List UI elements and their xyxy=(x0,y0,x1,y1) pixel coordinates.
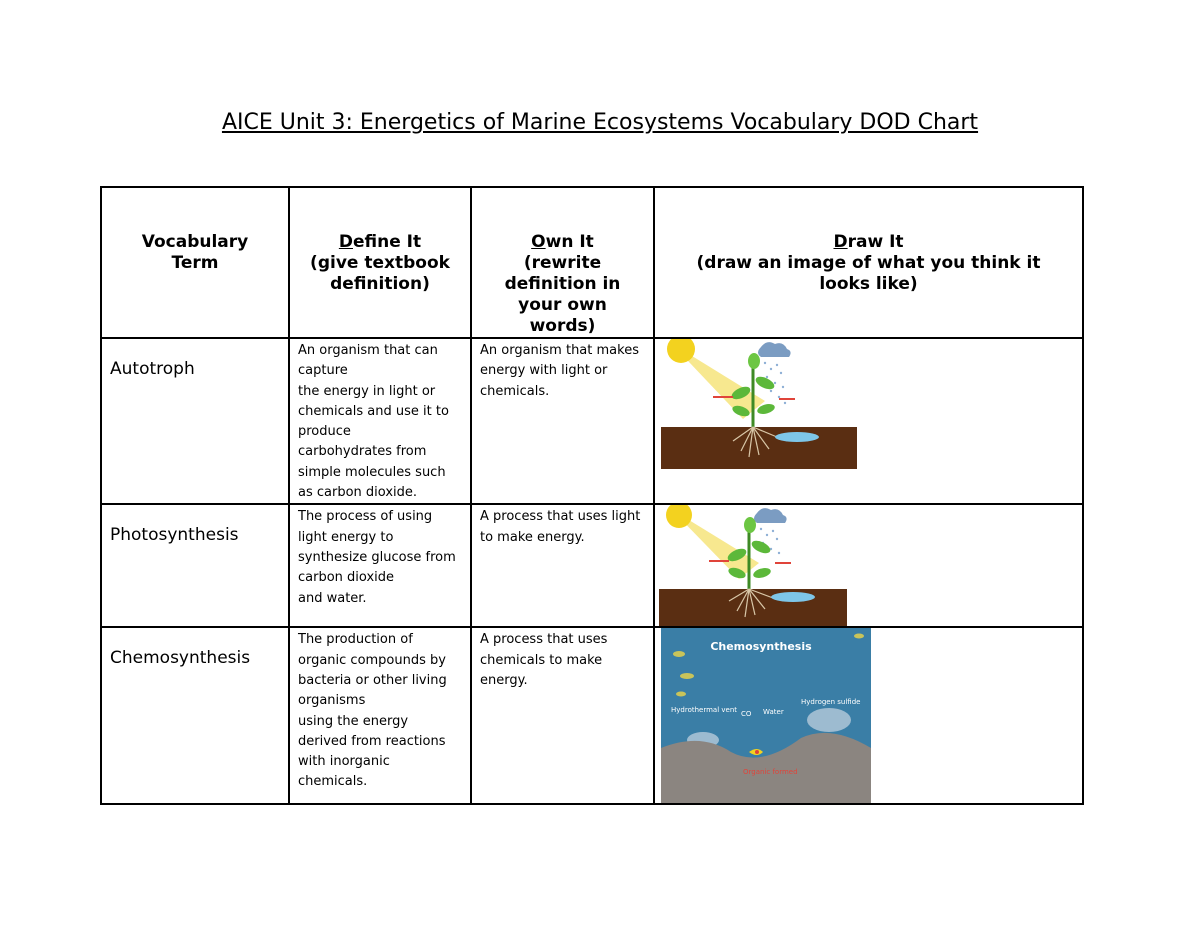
define-cell xyxy=(289,627,471,804)
term-cell xyxy=(101,338,289,504)
header-vocabulary-term xyxy=(101,187,289,338)
draw-cell xyxy=(654,627,1083,804)
define-cell xyxy=(289,504,471,627)
header-own-it xyxy=(471,187,654,338)
header-draw-it xyxy=(654,187,1083,338)
chemo-title-label: Chemosynthesis xyxy=(710,640,812,654)
define-text: The process of using light energy to synthesize glucose from carbon dioxide and water. xyxy=(298,509,456,606)
header-text: Term xyxy=(171,253,219,273)
header-text: Draw It xyxy=(833,232,904,252)
draw-cell xyxy=(654,504,1083,627)
term-autotroph: Autotroph xyxy=(110,359,195,379)
table-row xyxy=(101,504,1083,627)
dod-chart xyxy=(100,186,1084,805)
header-define-it xyxy=(289,187,471,338)
define-text: The production of organic compounds by bacteria or other living organisms using the energy derived from reactions with inorganic chemicals. xyxy=(298,632,447,790)
own-text: A process that uses light to make energy. xyxy=(480,509,641,545)
header-text: (rewrite xyxy=(523,253,602,273)
page-title: AICE Unit 3: Energetics of Marine Ecosystems Vocabulary DOD Chart xyxy=(221,110,979,135)
table-row xyxy=(101,338,1083,504)
term-cell xyxy=(101,627,289,804)
chemo-co2-label: CO xyxy=(741,710,752,719)
header-text: your own xyxy=(518,295,607,315)
header-row xyxy=(101,187,1083,338)
define-cell xyxy=(289,338,471,504)
chemo-vent-label: Hydrothermal vent xyxy=(671,706,738,715)
plant-photosynthesis-image xyxy=(659,505,847,626)
header-text: definition in xyxy=(504,274,621,294)
own-cell xyxy=(471,504,654,627)
table-row xyxy=(101,627,1083,804)
header-text: (draw an image of what you think it xyxy=(696,253,1041,273)
header-text: (give textbook xyxy=(310,253,450,273)
draw-cell xyxy=(654,338,1083,504)
own-cell xyxy=(471,627,654,804)
header-text: Define It xyxy=(338,232,422,252)
term-photosynthesis: Photosynthesis xyxy=(110,525,239,546)
header-text: looks like) xyxy=(819,274,918,294)
chemo-water-label: Water xyxy=(763,708,784,717)
header-text: definition) xyxy=(330,274,430,294)
header-text: Own It xyxy=(531,232,594,252)
plant-photosynthesis-image xyxy=(661,339,857,469)
own-text: An organism that makes energy with light or chemicals. xyxy=(480,343,639,399)
chemo-h2s-label: Hydrogen sulfide xyxy=(801,698,861,707)
chemo-organic-label: Organic formed xyxy=(743,768,798,777)
header-text: words) xyxy=(529,316,596,336)
chemosynthesis-image xyxy=(661,628,871,803)
term-cell xyxy=(101,504,289,627)
own-cell xyxy=(471,338,654,504)
header-text: Vocabulary xyxy=(141,232,249,252)
own-text: A process that uses chemicals to make energy. xyxy=(480,632,608,688)
define-text: An organism that can capture the energy in light or chemicals and use it to produce carbohydrates from simple molecules such as carbon dioxide. xyxy=(298,343,449,501)
term-chemosynthesis: Chemosynthesis xyxy=(110,648,251,669)
